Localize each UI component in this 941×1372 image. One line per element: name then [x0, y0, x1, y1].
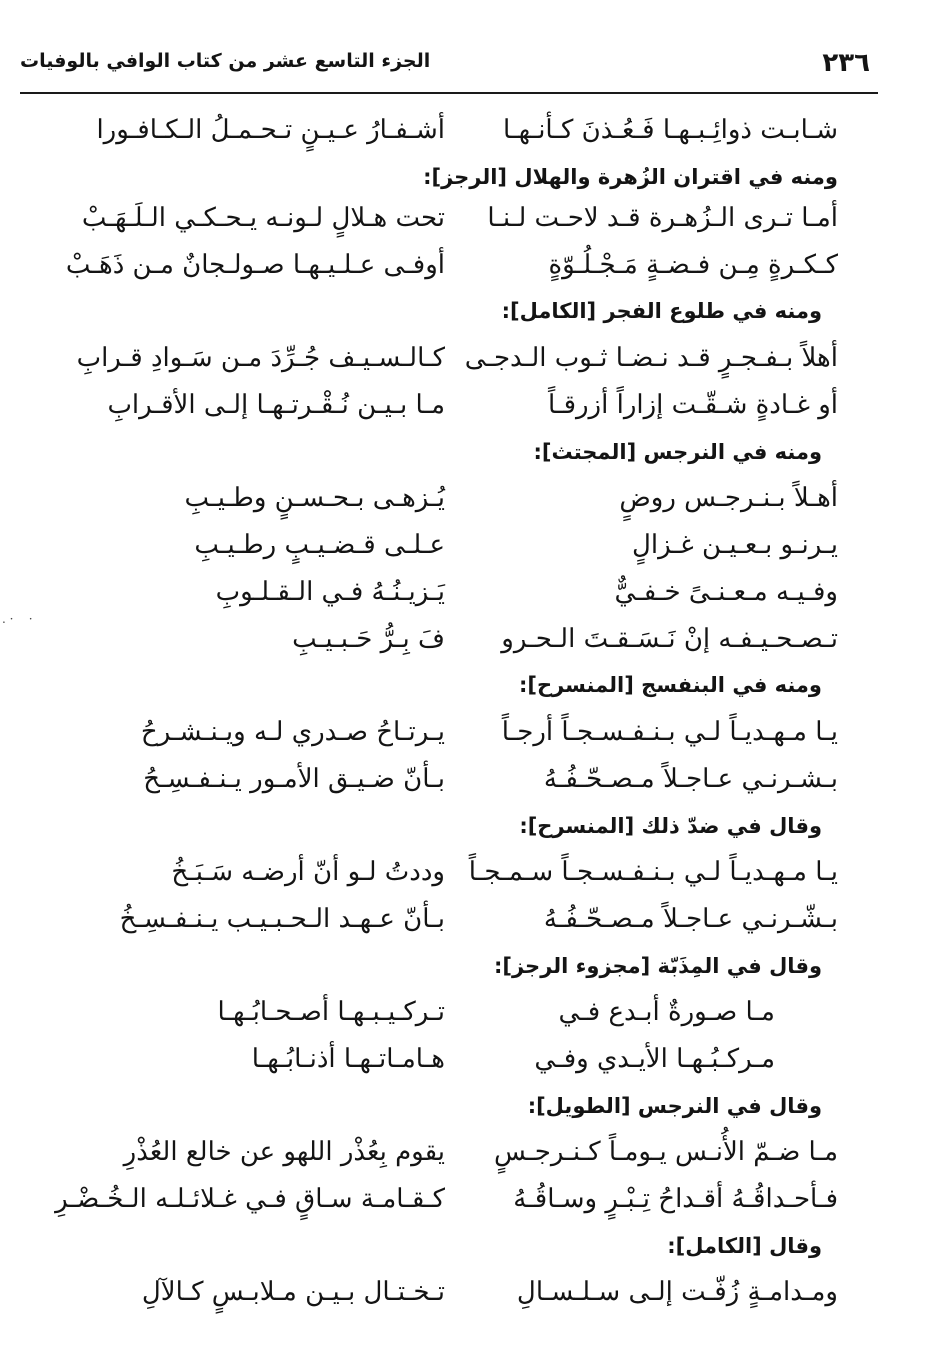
section-heading-text: وقال في المِذَبّة [مجزوء الرجز]: — [494, 954, 822, 978]
page-number: ٢٣٦ — [822, 48, 870, 78]
running-title: الجزء التاسع عشر من كتاب الوافي بالوفيات — [20, 50, 431, 72]
verse-line — [60, 523, 850, 567]
verse-second-hemistich: تـخـتـال بـيـن مـلابـسٍ كـالآلِ — [141, 1277, 445, 1307]
verse-line — [60, 1130, 850, 1174]
verse-line — [55, 1177, 850, 1221]
section-heading — [60, 289, 850, 333]
verse-line — [60, 1037, 850, 1081]
margin-marks: . · · — [2, 612, 33, 626]
section-heading — [60, 430, 850, 474]
section-heading-text: ومنه في اقتران الزُهرة والهلال [الرجز]: — [423, 165, 838, 189]
verse-first-hemistich: بـشـرنـي عـاجـلاً مـصـحّـفُـهُ — [543, 764, 838, 794]
verse-line — [60, 850, 850, 894]
verse-first-hemistich: أهلاً بـفـجـرٍ قـد نـضـا ثـوب الـدجـى — [464, 343, 838, 373]
section-heading-text: ومنه في طلوع الفجر [الكامل]: — [501, 299, 822, 323]
verse-second-hemistich: كـقـامـة سـاقٍ فـي غـلائـلـه الـخُـضْـرِ — [55, 1184, 445, 1214]
verse-first-hemistich: فـأحـداقُـهُ أقـداحُ تِـبْـرٍ وسـاقُـهُ — [513, 1184, 838, 1214]
verse-first-hemistich: تـصـحـيـفـه إنْ نَـسَـقـتَ الـحـرو — [501, 624, 838, 654]
verse-first-hemistich: يـا مـهـديـاً لـي بـنـفـسـجـاً أرجـاً — [501, 717, 838, 747]
verse-line — [60, 243, 850, 287]
verse-second-hemistich: أشـفـارُ عـيـنٍ تـحـمـلُ الـكـافـورا — [96, 115, 445, 145]
verse-first-hemistich: شـابـت ذوائِـبـهـا فَـعُـذنَ كـأنـهـا — [503, 115, 838, 145]
verse-second-hemistich: بـأنّ ضـيـق الأمـور يـنـفـسِـحُ — [143, 764, 445, 794]
section-heading — [60, 1224, 850, 1268]
verse-line — [60, 570, 850, 614]
section-heading — [60, 663, 850, 707]
section-heading-text: وقال في ضدّ ذلك [المنسرح]: — [519, 814, 822, 838]
verse-second-hemistich: عـلـى قـضـيـبٍ رطـيـبِ — [194, 530, 445, 560]
verse-line — [60, 897, 850, 941]
verse-line — [60, 757, 850, 801]
section-heading-text: ومنه في البنفسج [المنسرح]: — [518, 673, 822, 697]
verse-second-hemistich: يقوم بِعُذْر اللهو عن خالع العُذْرِ — [123, 1137, 445, 1167]
verse-second-hemistich: وددتُ لـو أنّ أرضـه سَـبَـخُ — [171, 857, 445, 887]
verse-second-hemistich: تحت هـلالٍ لـونـه يـحـكـي الـلَـهَـبْ — [81, 203, 445, 233]
verse-first-hemistich: بـشّـرنـي عـاجـلاً مـصـحّـفُـهُ — [543, 904, 838, 934]
header-rule — [20, 92, 878, 94]
verse-second-hemistich: يـرتـاحُ صـدري لـه ويـنـشـرحُ — [140, 717, 445, 747]
verse-line — [60, 196, 850, 240]
section-heading-text: ومنه في النرجس [المجتث]: — [533, 440, 822, 464]
verse-first-hemistich: يـرنـو بـعـيـن غـزالٍ — [632, 530, 838, 560]
verse-first-hemistich: مـا ضـمّ الأُنـس يـومـاً كـنـرجـسٍ — [494, 1137, 838, 1167]
verse-line — [60, 990, 850, 1034]
page-header — [20, 44, 878, 84]
verse-first-hemistich: أمـا تـرى الـزُهـرة قـد لاحـت لـنـا — [487, 203, 838, 233]
verse-first-hemistich: ومـدامـةٍ زُفّـت إلـى سـلـسـالِ — [516, 1277, 838, 1307]
verse-second-hemistich: يُـزهـى بـحـسـنٍ وطـيـبِ — [184, 483, 445, 513]
section-heading — [60, 1084, 850, 1128]
verse-second-hemistich: أوفـى عـلـيـهـا صـولـجانٌ مـن ذَهَـبْ — [65, 250, 445, 280]
verse-line — [60, 476, 850, 520]
verse-first-hemistich: وفـيـه مـعـنـىً خـفـيٌّ — [614, 577, 838, 607]
verse-first-hemistich: أهـلاً بـنـرجـس روضٍ — [619, 483, 838, 513]
section-heading — [60, 804, 850, 848]
verse-second-hemistich: كـالـسـيـف جُـرِّدَ مـن سَـوادِ قـرابِ — [76, 343, 445, 373]
section-heading-text: وقال [الكامل]: — [667, 1234, 822, 1258]
verse-first-hemistich: يـا مـهـديـاً لـي بـنـفـسـجـاً سـمـجـاً — [468, 857, 838, 887]
verse-line — [60, 108, 850, 152]
verse-second-hemistich: تـركـيـبـهـا أصـحـابُـهـا — [217, 997, 445, 1027]
verse-second-hemistich: يَـزيـنُـهُ فـي الـقـلـوبِ — [215, 577, 445, 607]
section-heading — [60, 944, 850, 988]
verse-first-hemistich: كـكـرةٍ مِـن فـضـةٍ مَـجْـلُـوّةٍ — [548, 250, 838, 280]
verse-line — [60, 1270, 850, 1314]
verse-second-hemistich: مـا بـيـن نُـقْـرتـهـا إلـى الأقـرابِ — [107, 390, 445, 420]
section-heading — [60, 155, 850, 199]
verse-line — [60, 383, 850, 427]
verse-line — [60, 710, 850, 754]
verse-first-hemistich: مـا صـورةٌ أبـدع فـي — [558, 997, 775, 1027]
verse-line — [60, 617, 850, 661]
section-heading-text: وقال في النرجس [الطويل]: — [527, 1094, 822, 1118]
verse-second-hemistich: بـأنّ عـهـد الـحـبـيـب يـنـفـسِـخُ — [119, 904, 445, 934]
verse-first-hemistich: مـركـبُـهـا الأيـدي وفـي — [534, 1044, 775, 1074]
verse-second-hemistich: فَ بِـرُّ حَـبـيـبِ — [292, 624, 445, 654]
verse-second-hemistich: هـامـاتـهـا أذنـابُـهـا — [251, 1044, 445, 1074]
verse-line — [60, 336, 850, 380]
verse-first-hemistich: أو غـادةٍ شـقّـت إزاراً أزرقـاً — [548, 390, 838, 420]
